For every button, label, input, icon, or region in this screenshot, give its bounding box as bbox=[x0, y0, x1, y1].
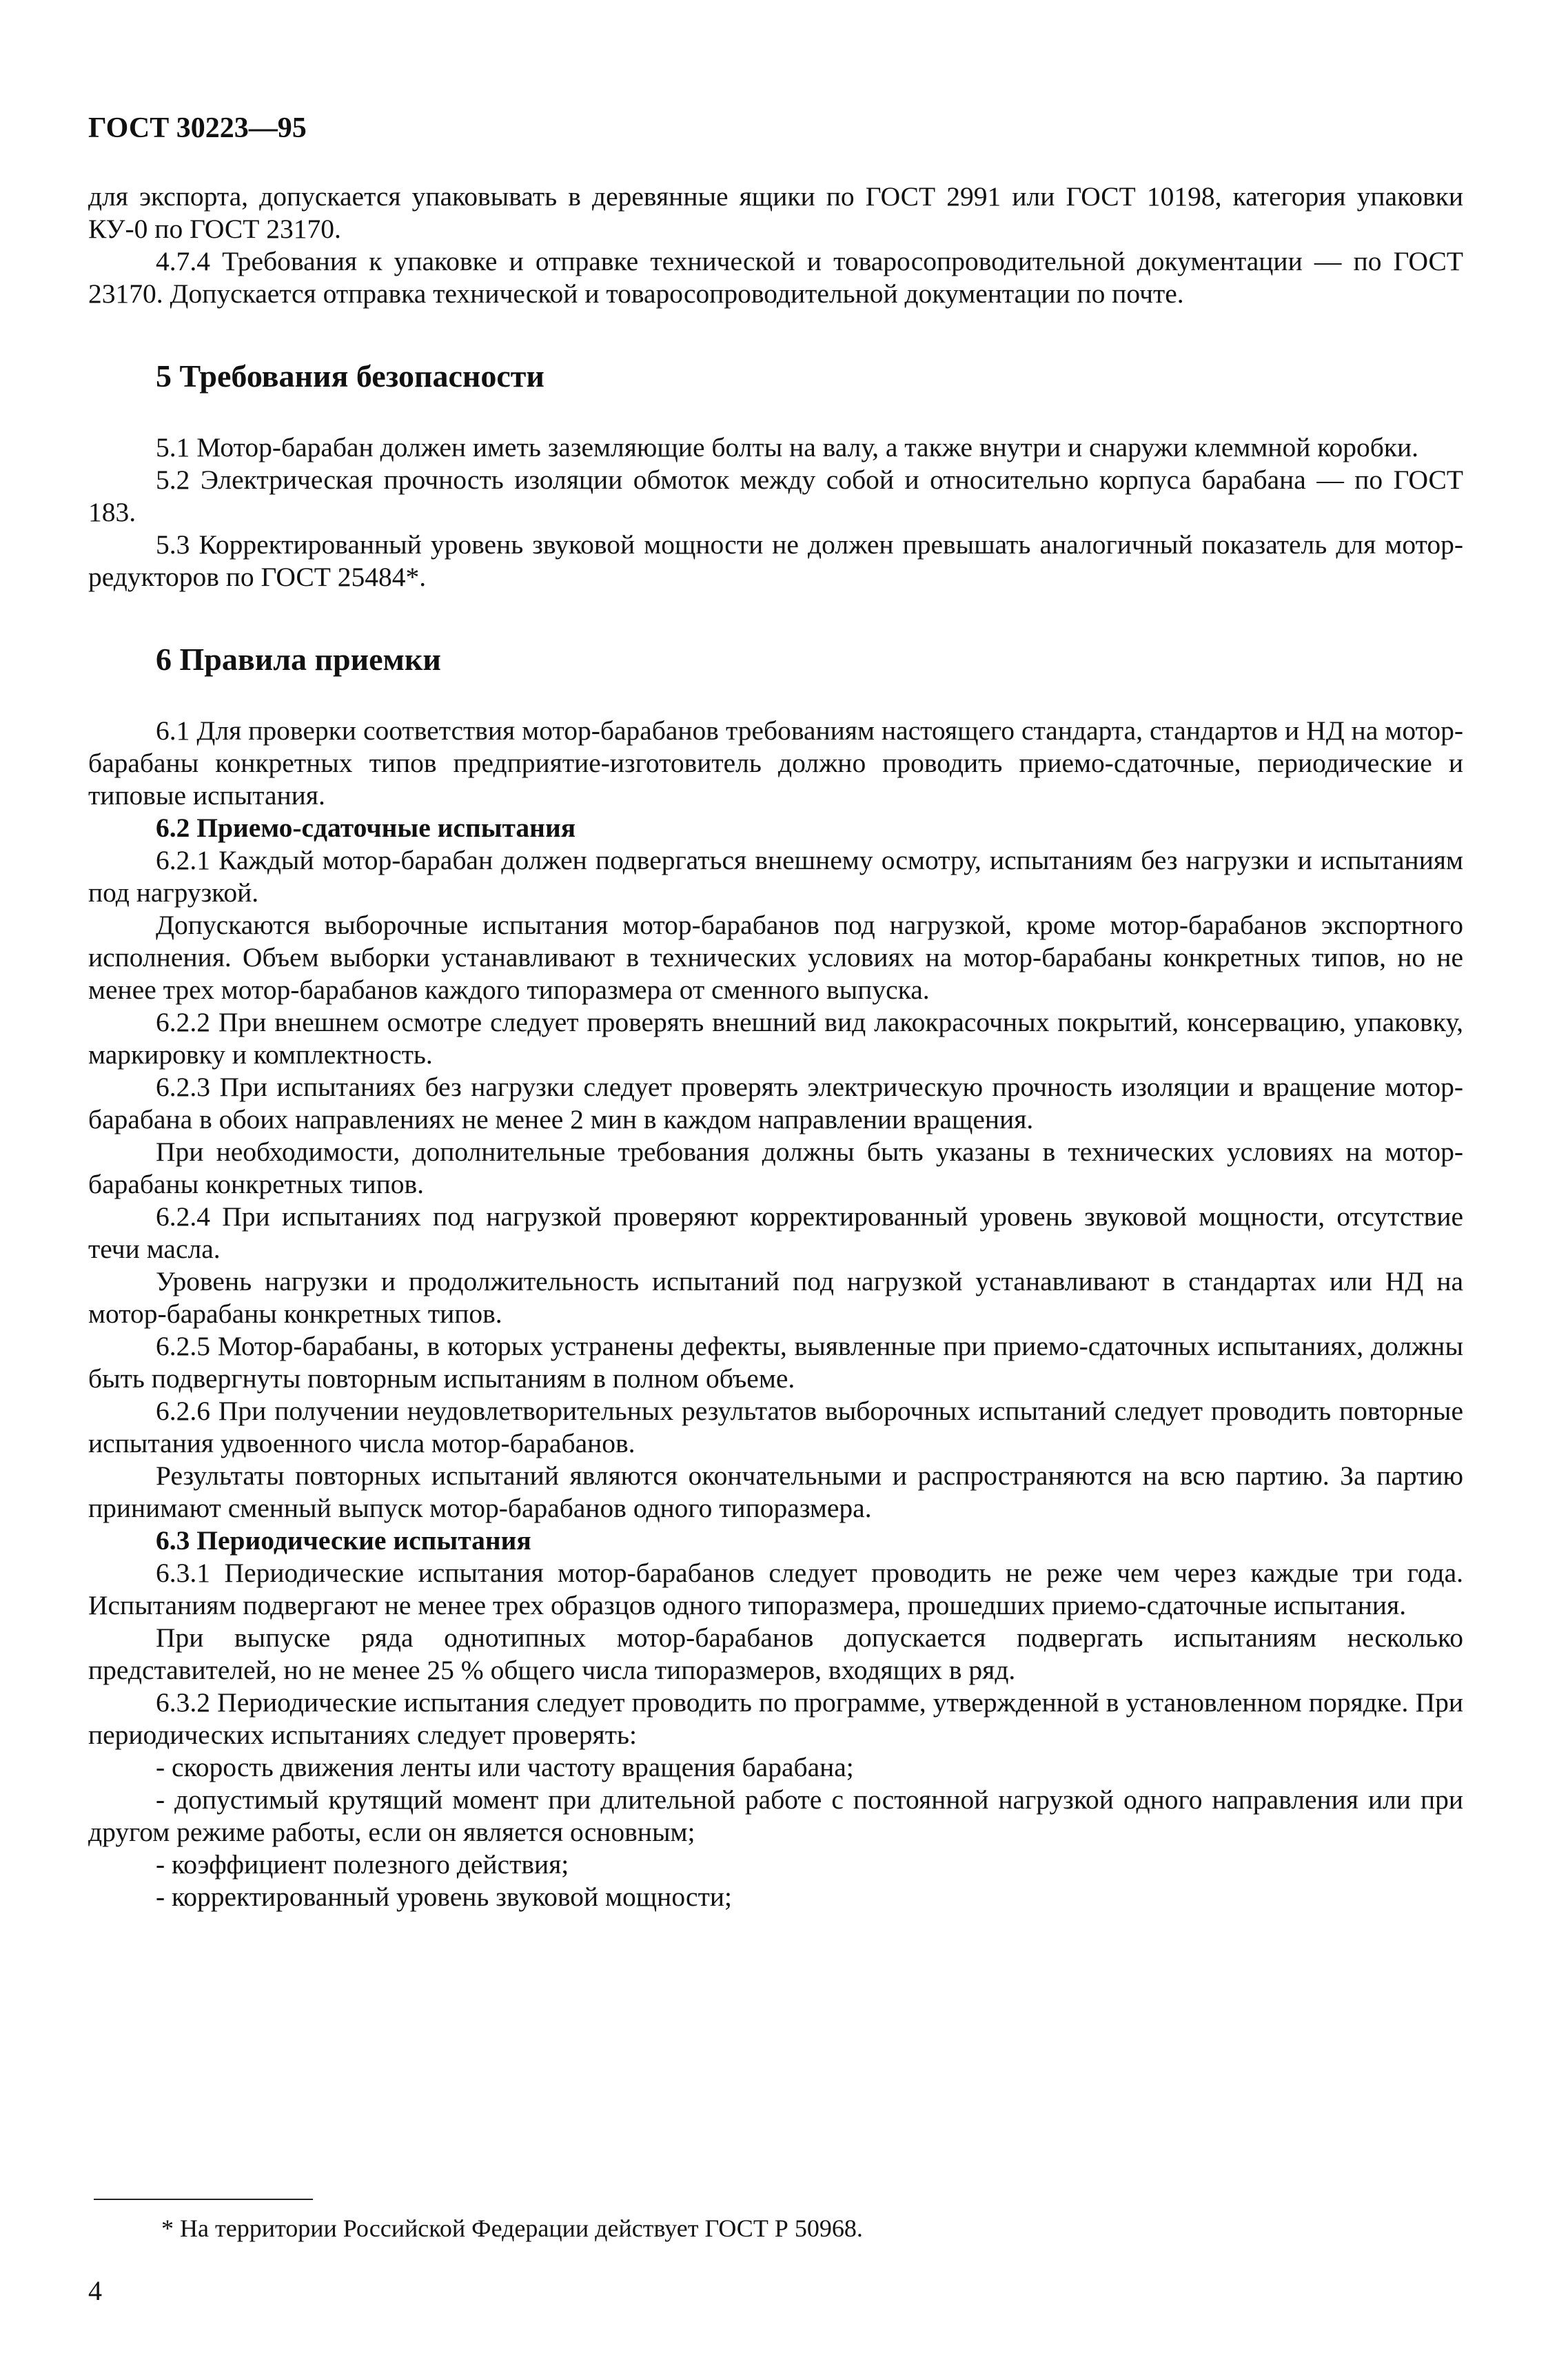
paragraph-6-2-3: 6.2.3 При испытаниях без нагрузки следует проверять электрическую прочность изоляции и вращение мотор-барабана в обоих направлениях не менее 2 мин в каждом направлении вращения. bbox=[88, 1072, 1463, 1134]
subsection-6-2-heading: 6.2 Приемо-сдаточные испытания bbox=[156, 813, 576, 843]
page-number: 4 bbox=[88, 2275, 102, 2306]
paragraph-5-2: 5.2 Электрическая прочность изоляции обмоток между собой и относительно корпуса барабана — по ГОСТ 183. bbox=[88, 465, 1463, 527]
footnote-divider bbox=[94, 2199, 313, 2200]
paragraph-6-2-6-cont: Результаты повторных испытаний являются окончательными и распространяются на всю партию. За партию принимают сменный выпуск мотор-барабанов одного типоразмера. bbox=[88, 1460, 1463, 1523]
list-item: - корректированный уровень звуковой мощности; bbox=[156, 1882, 732, 1912]
paragraph-6-3-1-cont: При выпуске ряда однотипных мотор-барабанов допускается подвергать испытаниям несколько представителей, но не менее 25 % общего числа типоразмеров, входящих в ряд. bbox=[88, 1622, 1463, 1685]
paragraph-6-2-4-cont: Уровень нагрузки и продолжительность испытаний под нагрузкой устанавливают в стандартах или НД на мотор-барабаны конкретных типов. bbox=[88, 1266, 1463, 1329]
paragraph-6-2-1: 6.2.1 Каждый мотор-барабан должен подвергаться внешнему осмотру, испытаниям без нагрузки и испытаниям под нагрузкой. bbox=[88, 845, 1463, 908]
paragraph-6-1: 6.1 Для проверки соответствия мотор-барабанов требованиям настоящего стандарта, стандартов и НД на мотор-барабаны конкретных типов предприятие-изготовитель должно проводить приемо-сдаточные, периодические и типовые испытания. bbox=[88, 715, 1463, 811]
page-body bbox=[88, 181, 1463, 1913]
paragraph-4-7-4: 4.7.4 Требования к упаковке и отправке технической и товаросопроводительной документации — по ГОСТ 23170. Допускается отправка технической и товаросопроводительной документации по почте. bbox=[88, 246, 1463, 309]
paragraph-continuation: для экспорта, допускается упаковывать в деревянные ящики по ГОСТ 2991 или ГОСТ 10198, категория упаковки КУ-0 по ГОСТ 23170. bbox=[88, 181, 1463, 244]
list-item: - коэффициент полезного действия; bbox=[156, 1849, 569, 1880]
running-header: ГОСТ 30223—95 bbox=[88, 112, 307, 144]
paragraph-6-2-2: 6.2.2 При внешнем осмотре следует проверять внешний вид лакокрасочных покрытий, консервацию, упаковку, маркировку и комплектность. bbox=[88, 1007, 1463, 1070]
paragraph-6-2-4: 6.2.4 При испытаниях под нагрузкой проверяют корректированный уровень звуковой мощности, отсутствие течи масла. bbox=[88, 1201, 1463, 1264]
paragraph-5-1: 5.1 Мотор-барабан должен иметь заземляющие болты на валу, а также внутри и снаружи клеммной коробки. bbox=[156, 432, 1419, 462]
section-5-heading: 5 Требования безопасности bbox=[156, 358, 544, 394]
list-item: - скорость движения ленты или частоту вращения барабана; bbox=[156, 1752, 854, 1782]
subsection-6-3-heading: 6.3 Периодические испытания bbox=[156, 1525, 531, 1556]
paragraph-6-3-1: 6.3.1 Периодические испытания мотор-барабанов следует проводить не реже чем через каждые три года. Испытаниям подвергают не менее трех образцов одного типоразмера, прошедших приемо-сдаточные испытания. bbox=[88, 1558, 1463, 1620]
paragraph-6-2-6: 6.2.6 При получении неудовлетворительных результатов выборочных испытаний следует проводить повторные испытания удвоенного числа мотор-барабанов. bbox=[88, 1396, 1463, 1458]
paragraph-6-2-5: 6.2.5 Мотор-барабаны, в которых устранены дефекты, выявленные при приемо-сдаточных испытаниях, должны быть подвергнуты повторным испытаниям в полном объеме. bbox=[88, 1331, 1463, 1394]
section-6-heading: 6 Правила приемки bbox=[156, 642, 441, 677]
paragraph-6-3-2: 6.3.2 Периодические испытания следует проводить по программе, утвержденной в установленном порядке. При периодических испытаниях следует проверять: bbox=[88, 1687, 1463, 1750]
paragraph-6-2-1-cont: Допускаются выборочные испытания мотор-барабанов под нагрузкой, кроме мотор-барабанов экспортного исполнения. Объем выборки устанавливают в технических условиях на мотор-барабаны конкретных типов, но не менее трех мотор-барабанов каждого типоразмера от сменного выпуска. bbox=[88, 910, 1463, 1005]
footnote: * На территории Российской Федерации действует ГОСТ Р 50968. bbox=[161, 2215, 863, 2242]
list-item: - допустимый крутящий момент при длительной работе с постоянной нагрузкой одного направления или при другом режиме работы, если он является основным; bbox=[88, 1784, 1463, 1847]
paragraph-6-2-3-cont: При необходимости, дополнительные требования должны быть указаны в технических условиях на мотор-барабаны конкретных типов. bbox=[88, 1137, 1463, 1199]
paragraph-5-3: 5.3 Корректированный уровень звуковой мощности не должен превышать аналогичный показатель для мотор-редукторов по ГОСТ 25484*. bbox=[88, 529, 1463, 592]
